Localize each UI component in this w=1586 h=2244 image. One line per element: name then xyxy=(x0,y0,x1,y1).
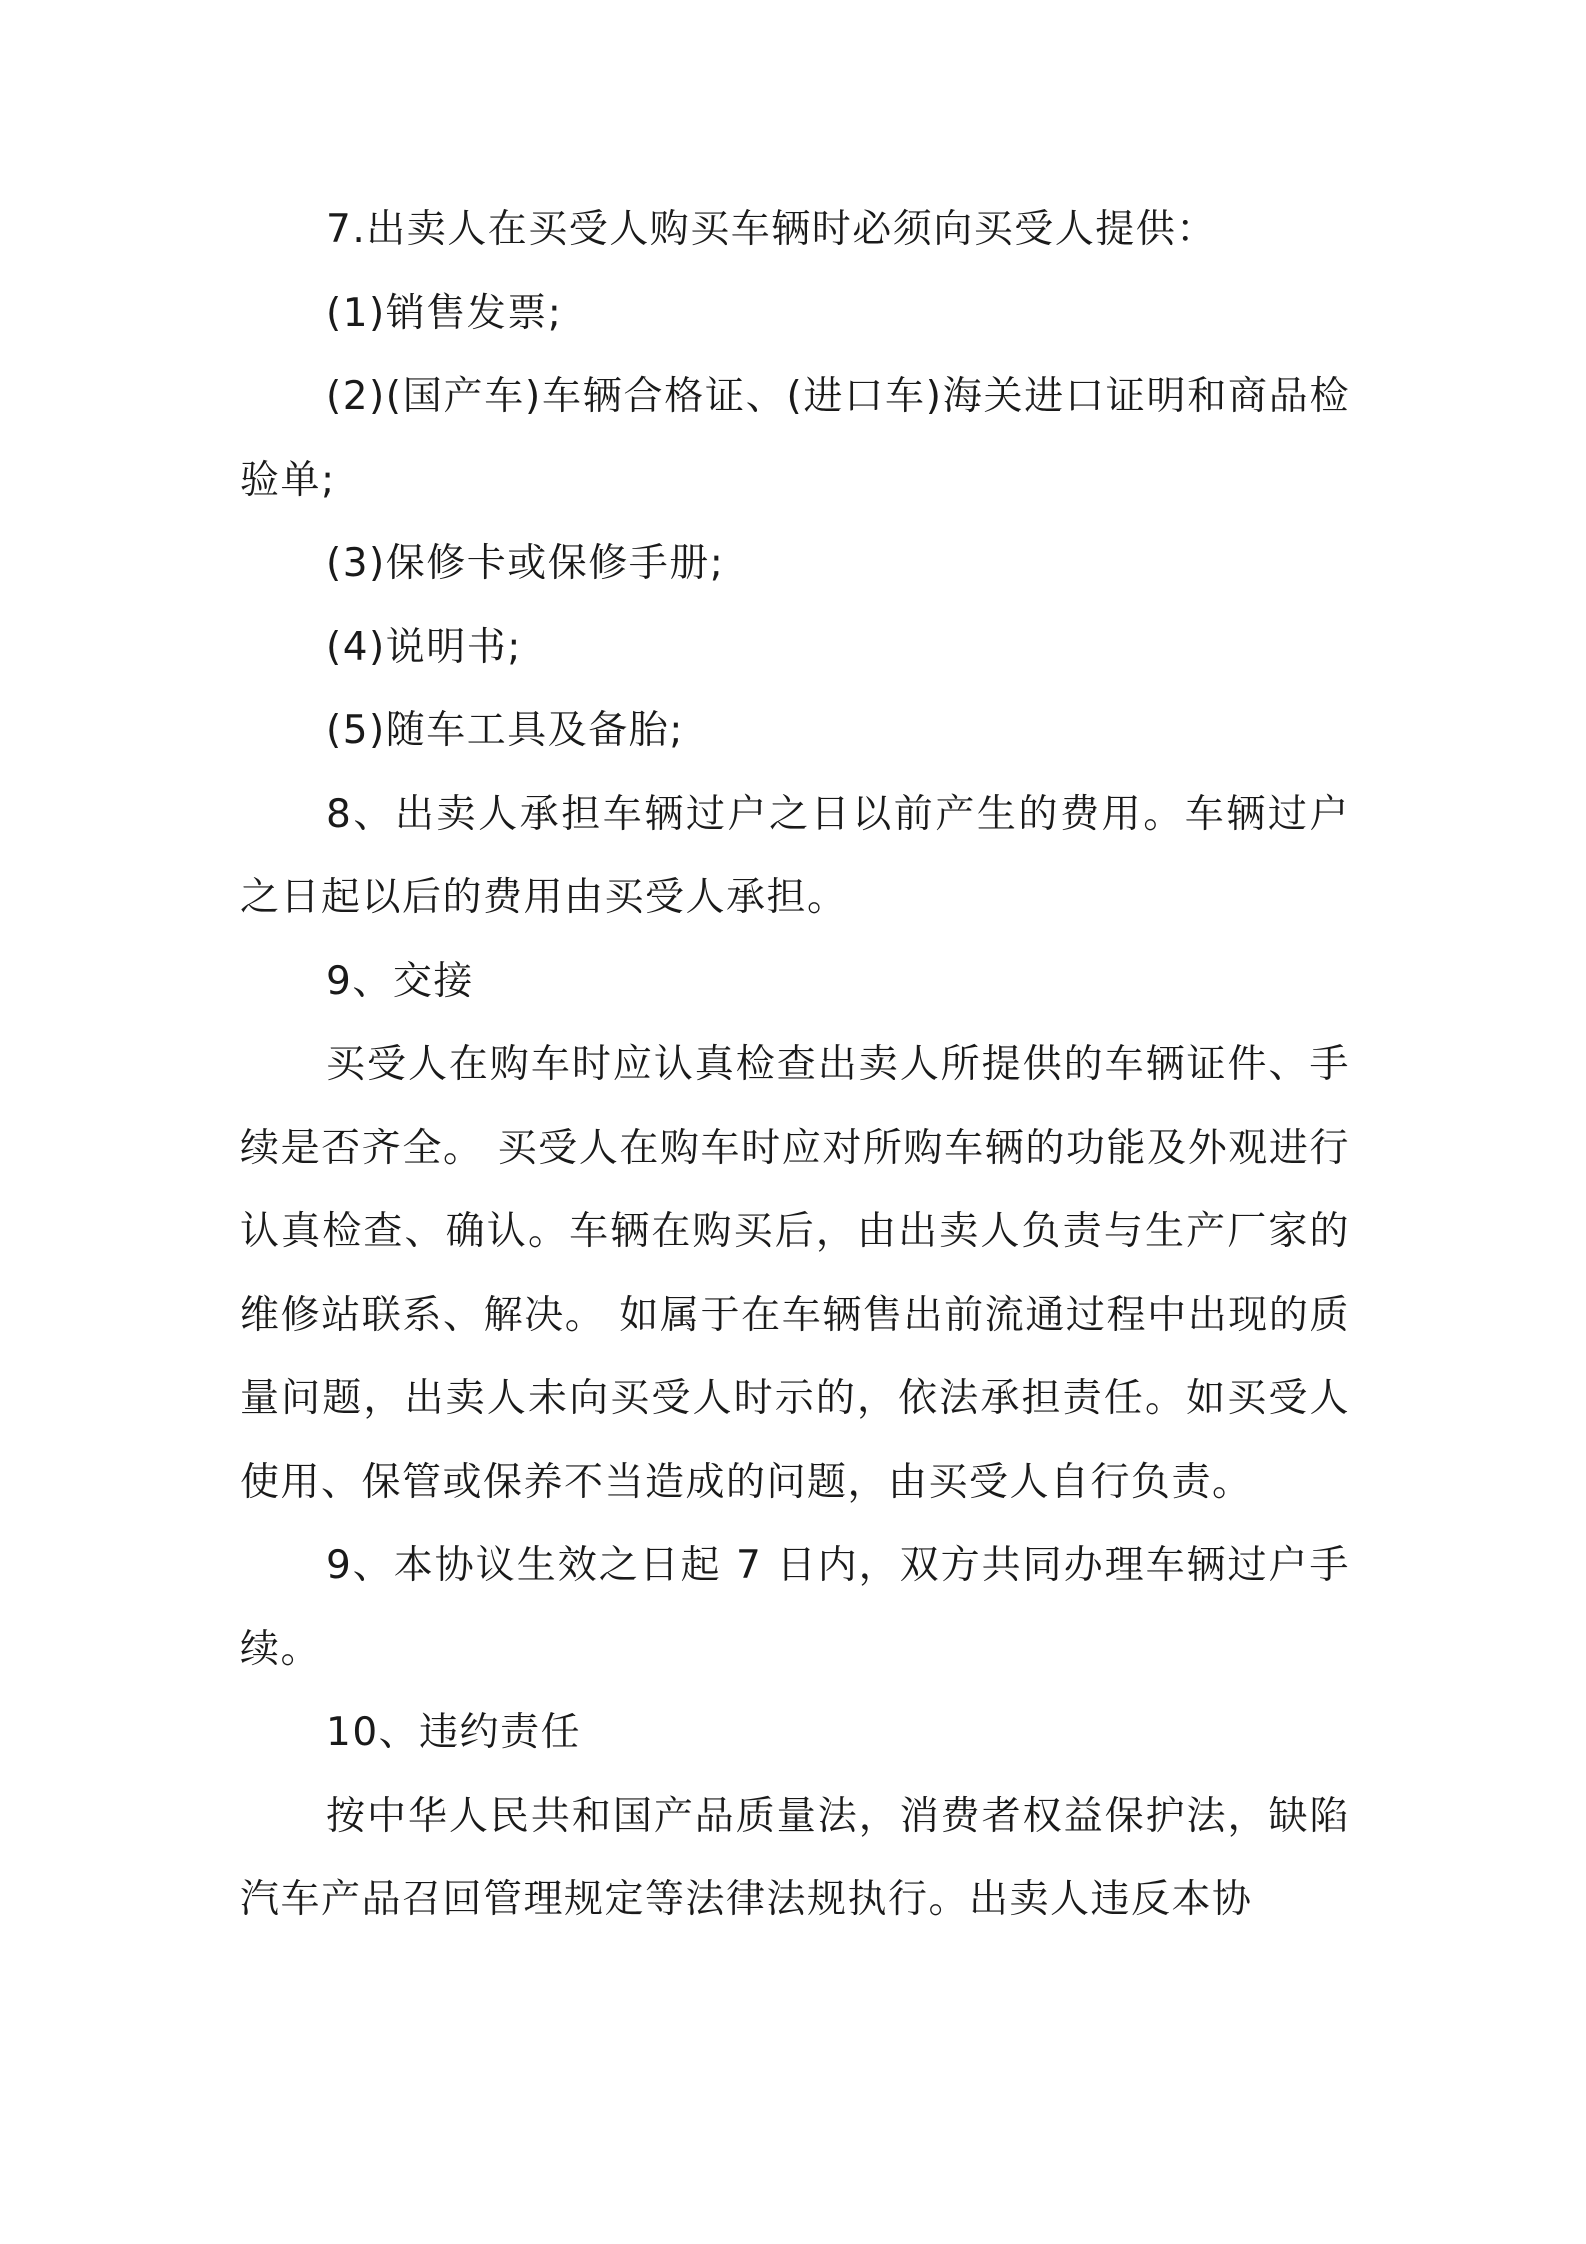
paragraph-item-7-4: (4)说明书; xyxy=(326,624,522,670)
paragraph-item-7-5: (5)随车工具及备胎; xyxy=(326,708,684,753)
section-heading-liability: 10、违约责任 xyxy=(326,1710,582,1755)
paragraph-item-7-1: (1)销售发票; xyxy=(326,290,563,336)
paragraph-item-7-3: (3)保修卡或保修手册; xyxy=(326,541,725,586)
paragraph-item-7-2: (2)(国产车)车辆合格证、(进口车)海关进口证明和商品检验单; xyxy=(240,374,1350,503)
paragraph-item-9-transfer: 9、本协议生效之日起 7 日内，双方共同办理车辆过户手续。 xyxy=(240,1543,1350,1672)
paragraph-liability-body: 按中华人民共和国产品质量法，消费者权益保护法，缺陷汽车产品召回管理规定等法律法规执行。出卖人违反本协 xyxy=(240,1793,1350,1922)
paragraph-item-8: 8、出卖人承担车辆过户之日以前产生的费用。车辆过户之日起以后的费用由买受人承担。 xyxy=(240,791,1350,920)
paragraph-handover-body: 买受人在购车时应认真检查出卖人所提供的车辆证件、手续是否齐全。 买受人在购车时应对所购车辆的功能及外观进行认真检查、确认。车辆在购买后，由出卖人负责与生产厂家的维修站联系、解决。 如属于在车辆售出前流通过程中出现的质量问题，出卖人未向买受人时示的，依法承担责任。如买受人使用、保管或保养不当造成的问题，由买受人自行负责。 xyxy=(240,1042,1350,1505)
section-heading-handover: 9、交接 xyxy=(326,958,474,1004)
paragraph-item-7: 7.出卖人在买受人购买车辆时必须向买受人提供： xyxy=(326,207,1217,252)
document-body xyxy=(240,188,1350,1942)
